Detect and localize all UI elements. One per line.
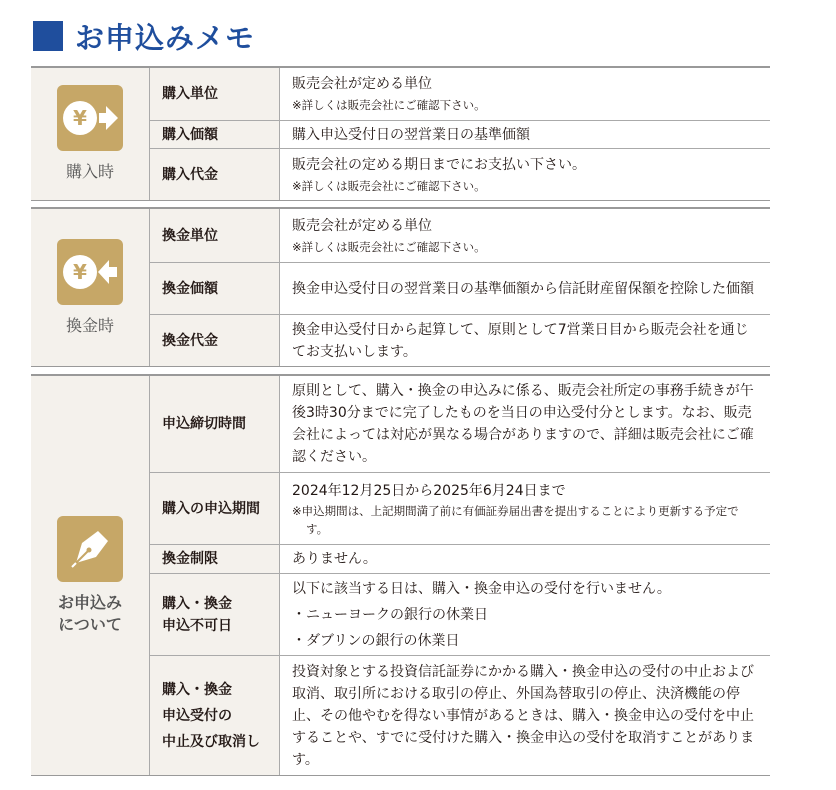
row-content (280, 656, 770, 775)
table-row (150, 263, 770, 314)
svg-text:¥: ¥ (73, 259, 87, 284)
row-note: ※詳しくは販売会社にご確認下さい。 (292, 98, 486, 112)
yen-arrow-right-icon (57, 85, 123, 151)
row-label: 換金代金 (150, 315, 280, 366)
category-label-line2: について (58, 614, 122, 634)
category-label: 換金時 (65, 315, 114, 335)
row-label: 換金単位 (150, 209, 280, 262)
row-text: 2024年12月25日から2025年6月24日まで (292, 482, 566, 499)
row-text: 販売会社が定める単位 (292, 76, 432, 92)
row-label: 購入の申込期間 (150, 473, 280, 544)
row-text: 換金申込受付日の翌営業日の基準価額から信託財産留保額を控除した価額 (292, 280, 754, 297)
row-text: 販売会社の定める期日までにお支払い下さい。 (292, 156, 586, 173)
row-label: 購入単位 (150, 68, 280, 120)
row-text: ありません。 (292, 551, 377, 567)
svg-text:¥: ¥ (73, 106, 87, 130)
row-text: 投資対象とする投資信託証券にかかる購入・換金申込の受付の中止および取消、取引所における取引の停止、外国為替取引の停止、決済機能の停止、その他やむを得ない事情があるときは、購入・換金申込の受付を中止することや、すでに受付けた購入・換金申込の受付を取消すことがあります。 (292, 663, 755, 768)
row-content (280, 545, 770, 573)
section-redemption (31, 207, 770, 367)
table-row (150, 209, 770, 262)
row-text: 原則として、購入・換金の申込みに係る、販売会社所定の事務手続きが午後3時30分までに完了したものを当日の申込受付分とします。なお、販売会社によっては対応が異なる場合がありますので、詳細は販売会社にご確認ください。 (292, 383, 754, 465)
section-purchase (31, 66, 770, 201)
row-content (280, 574, 770, 655)
row-content (280, 376, 770, 472)
category-label-line1: お申込み (57, 592, 122, 612)
row-text: 以下に該当する日は、購入・換金申込の受付を行いません。 (292, 580, 671, 597)
table-row (150, 149, 770, 200)
page-title: お申込みメモ (75, 20, 256, 55)
row-content (280, 149, 770, 200)
row-label: 換金制限 (150, 545, 280, 573)
yen-arrow-left-icon (57, 239, 123, 305)
row-label-line3: 中止及び取消し (162, 733, 260, 750)
section-application (31, 374, 770, 776)
row-label-line1: 購入・換金 (162, 595, 232, 612)
row-content (280, 68, 770, 120)
row-content (280, 209, 770, 262)
row-text: 販売会社が定める単位 (292, 217, 432, 234)
table-row (150, 68, 770, 120)
category-purchase (31, 68, 150, 200)
row-note: ※申込期間は、上記期間満了前に有価証券届出書を提出することにより更新する予定です。 (292, 503, 739, 536)
fountain-pen-icon (57, 516, 123, 582)
row-note: ※詳しくは販売会社にご確認下さい。 (292, 239, 486, 254)
list-item: ・ダブリンの銀行の休業日 (292, 632, 460, 649)
category-application (31, 376, 150, 775)
row-label (150, 574, 280, 655)
row-note: ※詳しくは販売会社にご確認下さい。 (292, 178, 486, 193)
row-text: 購入申込受付日の翌営業日の基準価額 (292, 126, 530, 143)
row-content (280, 473, 770, 544)
row-content (280, 315, 770, 366)
title-square-icon (33, 21, 63, 51)
row-label: 申込締切時間 (150, 376, 280, 472)
row-label-line2: 申込不可日 (162, 617, 232, 634)
table-row (150, 376, 770, 472)
table-row (150, 121, 770, 148)
list-item: ・ニューヨークの銀行の休業日 (292, 606, 488, 623)
table-row (150, 545, 770, 573)
page-title-block (33, 14, 255, 58)
table-row (150, 473, 770, 544)
row-content (280, 263, 770, 314)
row-label-line2: 申込受付の (162, 707, 232, 724)
row-content (280, 121, 770, 148)
row-label-line1: 購入・換金 (162, 681, 232, 698)
row-text: 換金申込受付日から起算して、原則として7営業日目から販売会社を通じてお支払いします。 (292, 321, 749, 360)
table-row (150, 315, 770, 366)
row-label: 購入代金 (150, 149, 280, 200)
row-label: 換金価額 (150, 263, 280, 314)
table-row (150, 656, 770, 775)
category-redemption (31, 209, 150, 366)
row-label (150, 656, 280, 775)
table-row (150, 574, 770, 655)
category-label: 購入時 (65, 162, 114, 181)
row-label: 購入価額 (150, 121, 280, 148)
